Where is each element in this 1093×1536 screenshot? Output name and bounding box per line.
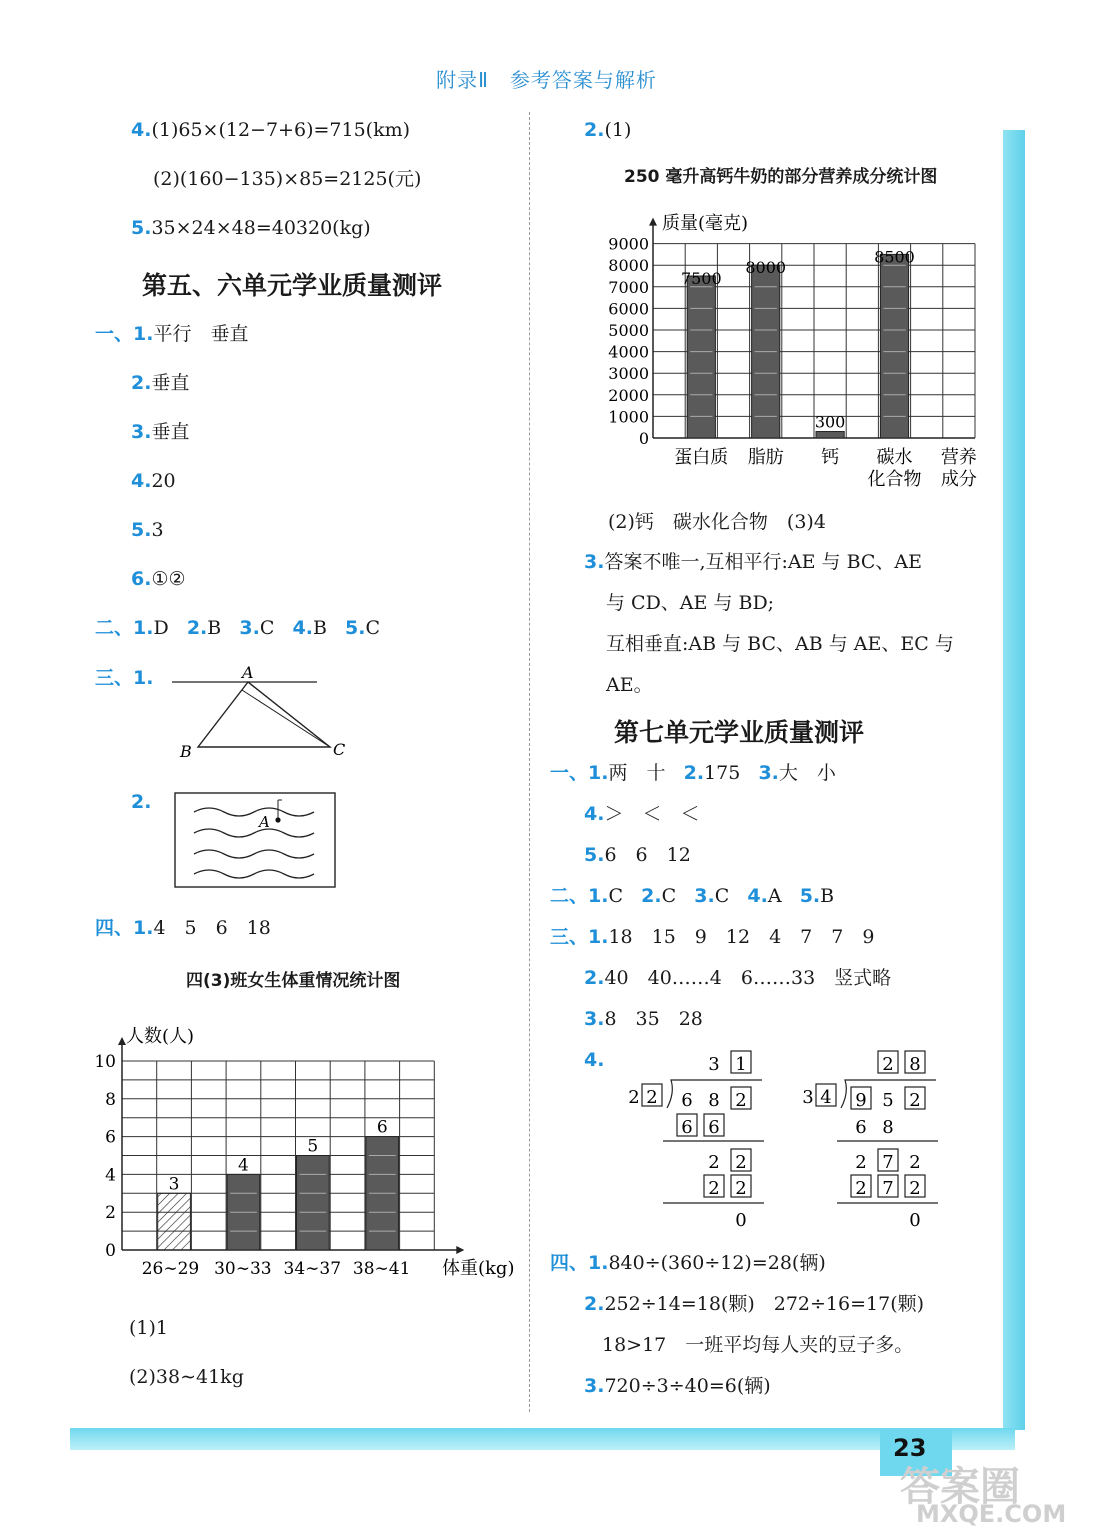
chart2-xlabel: 成分 <box>940 469 977 490</box>
chart2-data-label: 8500 <box>874 247 915 267</box>
weight-bar-chart <box>90 1018 520 1283</box>
answers-part-2: 二、1.D 2.B 3.C 4.B 5.C <box>95 617 381 639</box>
division-digit: 2 <box>909 1178 921 1199</box>
answers-7-part2: 二、1.C 2.C 3.C 4.A 5.B <box>550 885 835 907</box>
chart2-xlabel: 营养 <box>940 447 977 468</box>
division-digit: 8 <box>708 1090 720 1111</box>
answers-7-5: 5.6 6 12 <box>584 844 691 866</box>
answers-7-1: 一、1.两 十 2.175 3.大 小 <box>550 762 836 784</box>
chart2-ytick-label: 1000 <box>608 407 649 427</box>
division-digit: 2 <box>909 1152 921 1173</box>
answer-r3a: 3.答案不唯一,互相平行:AE 与 BC、AE <box>584 551 923 573</box>
division-digit: 6 <box>681 1117 693 1138</box>
triangle-label-c: C <box>333 740 346 759</box>
chart1-ylabel: 人数(人) <box>126 1026 195 1047</box>
answer-4-1: 4.(1)65×(12−7+6)=715(km) <box>131 119 411 141</box>
answer-1-1: 一、1.平行 垂直 <box>95 323 249 345</box>
chart1-ytick-label: 8 <box>105 1089 116 1110</box>
division-digit: 6 <box>708 1117 720 1138</box>
division-digit: 1 <box>735 1054 747 1075</box>
answer-r3b: 与 CD、AE 与 BD; <box>606 592 775 614</box>
division-digit: 2 <box>735 1178 747 1199</box>
chart1-bar <box>158 1193 191 1250</box>
chart1-bar <box>297 1156 330 1251</box>
river-point-label: A <box>259 813 270 831</box>
page-number: 23 <box>893 1434 927 1462</box>
answers-7-4-2: 2.252÷14=18(颗) 272÷16=17(颗) <box>584 1293 925 1315</box>
chart2-ytick-label: 5000 <box>608 321 649 340</box>
answer-q2: (2)38∼41kg <box>129 1366 244 1388</box>
answers-7-3-2: 2.40 40……4 6……33 竖式略 <box>584 967 892 989</box>
answers-7-3-4: 4. <box>584 1049 605 1071</box>
triangle-figure <box>170 660 360 765</box>
chart2-ylabel: 质量(毫克) <box>662 213 749 234</box>
division-digit: 8 <box>909 1054 921 1075</box>
answer-r3c: 互相垂直:AB 与 BC、AB 与 AE、EC 与 <box>606 633 954 655</box>
division-digit: 0 <box>909 1210 921 1231</box>
chart1-ytick-label: 10 <box>94 1052 116 1072</box>
answer-3-1-label: 三、1. <box>95 667 154 689</box>
chart1-data-label: 5 <box>307 1136 319 1157</box>
division-digit: 6 <box>681 1090 693 1111</box>
chart2-ytick-label: 3000 <box>608 364 649 384</box>
chart1-ytick-label: 2 <box>105 1203 116 1224</box>
right-border-stripe <box>1003 130 1025 1430</box>
chart1-xtick-label: 26∼29 <box>141 1259 200 1279</box>
watermark-logo: 答案圈 <box>900 1464 1020 1510</box>
division-digit: 2 <box>628 1087 640 1108</box>
division-digit: 7 <box>882 1152 894 1173</box>
answers-7-4-3: 3.720÷3÷40=6(辆) <box>584 1375 771 1397</box>
answer-3-2-label: 2. <box>131 791 152 813</box>
division-digit: 9 <box>855 1090 867 1111</box>
chart2-xtick-label: 化合物 <box>867 469 922 490</box>
triangle-label-a: A <box>242 663 254 682</box>
division-digit: 4 <box>820 1087 832 1108</box>
chart2-xtick-label: 脂肪 <box>747 447 784 468</box>
answer-1-5: 5.3 <box>131 519 164 541</box>
division-digit: 0 <box>735 1210 747 1231</box>
chart1-x-arrow <box>456 1246 464 1254</box>
chart1-ytick-label: 4 <box>105 1165 116 1186</box>
chart2-xtick-label: 钙 <box>821 447 840 468</box>
chart2-xtick-label: 碳水 <box>876 447 913 468</box>
chart2-ytick-label: 6000 <box>608 299 649 319</box>
chart1-ytick-label: 6 <box>105 1127 116 1148</box>
chart2-ytick-label: 0 <box>638 429 649 448</box>
answer-4-2: (2)(160−135)×85=2125(元) <box>153 168 422 190</box>
long-division-figures <box>615 1048 975 1233</box>
section-title-5-6: 第五、六单元学业质量测评 <box>142 271 443 300</box>
answer-r2: 2.(1) <box>584 119 632 141</box>
chart2-bar <box>816 432 844 438</box>
chart1-data-label: 6 <box>376 1117 388 1138</box>
chart2-ytick-label: 2000 <box>608 385 649 405</box>
chart1-xtick-label: 38∼41 <box>352 1259 411 1279</box>
division-digit: 2 <box>909 1090 921 1111</box>
chart2-ytick-label: 8000 <box>608 256 649 276</box>
division-digit: 7 <box>882 1178 894 1199</box>
milk-nutrition-bar-chart <box>600 205 995 495</box>
division-digit: 3 <box>708 1054 720 1075</box>
answers-7-4: 4.＞ ＜ ＜ <box>584 803 700 825</box>
division-digit: 6 <box>855 1117 867 1138</box>
answer-r2b: (2)钙 碳水化合物 (3)4 <box>608 511 826 533</box>
chart2-y-arrow <box>649 218 657 226</box>
division-digit: 3 <box>802 1087 814 1108</box>
chart2-title: 250 毫升高钙牛奶的部分营养成分统计图 <box>624 167 938 187</box>
chart2-ytick-label: 7000 <box>608 277 649 297</box>
bottom-border-stripe <box>70 1428 1015 1450</box>
chart2-bar <box>880 254 908 438</box>
division-digit: 2 <box>855 1152 867 1173</box>
chart2-data-label: 300 <box>814 412 846 432</box>
answer-q1: (1)1 <box>129 1317 169 1339</box>
river-figure <box>174 790 338 890</box>
chart1-xlabel: 体重(kg) <box>442 1258 515 1279</box>
watermark-url: MXQE.COM <box>916 1500 1067 1528</box>
answers-7-3-1: 三、1.18 15 9 12 4 7 7 9 <box>550 926 875 948</box>
chart2-bar <box>687 276 715 438</box>
division-digit: 5 <box>882 1090 894 1111</box>
answer-1-4: 4.20 <box>131 470 176 492</box>
division-digit: 2 <box>646 1087 658 1108</box>
chart1-xtick-label: 30∼33 <box>214 1259 272 1279</box>
answer-1-2: 2.垂直 <box>131 372 190 394</box>
page-header: 附录Ⅱ 参考答案与解析 <box>436 68 657 92</box>
chart1-data-label: 3 <box>168 1174 180 1195</box>
chart2-ytick-label: 4000 <box>608 342 649 362</box>
answers-7-4-1: 四、1.840÷(360÷12)=28(辆) <box>550 1252 826 1274</box>
answer-5: 5.35×24×48=40320(kg) <box>131 217 371 239</box>
answers-7-4-2b: 18>17 一班平均每人夹的豆子多。 <box>602 1334 914 1356</box>
triangle-label-b: B <box>180 742 192 761</box>
answer-4-1b: 四、1.4 5 6 18 <box>95 917 271 939</box>
answer-1-3: 3.垂直 <box>131 421 190 443</box>
chart2-data-label: 8000 <box>745 258 787 278</box>
chart1-data-label: 4 <box>238 1155 249 1176</box>
division-digit: 2 <box>735 1152 747 1173</box>
division-digit: 2 <box>735 1090 747 1111</box>
column-divider <box>529 112 530 1412</box>
division-digit: 8 <box>882 1117 894 1138</box>
answer-r3d: AE。 <box>606 674 653 696</box>
division-digit: 2 <box>855 1178 867 1199</box>
chart1-title: 四(3)班女生体重情况统计图 <box>186 971 401 991</box>
answer-1-6: 6.①② <box>131 568 186 590</box>
answers-7-3-3: 3.8 35 28 <box>584 1008 703 1030</box>
section-title-7: 第七单元学业质量测评 <box>614 718 865 747</box>
chart1-y-arrow <box>118 1037 126 1045</box>
chart1-xtick-label: 34∼37 <box>283 1259 342 1279</box>
division-digit: 2 <box>708 1152 720 1173</box>
division-digit: 2 <box>708 1178 720 1199</box>
chart1-ytick-label: 0 <box>105 1241 116 1261</box>
division-digit: 2 <box>882 1054 894 1075</box>
chart2-xtick-label: 蛋白质 <box>674 447 729 468</box>
chart2-ytick-label: 9000 <box>608 234 649 254</box>
chart2-data-label: 7500 <box>680 269 722 288</box>
